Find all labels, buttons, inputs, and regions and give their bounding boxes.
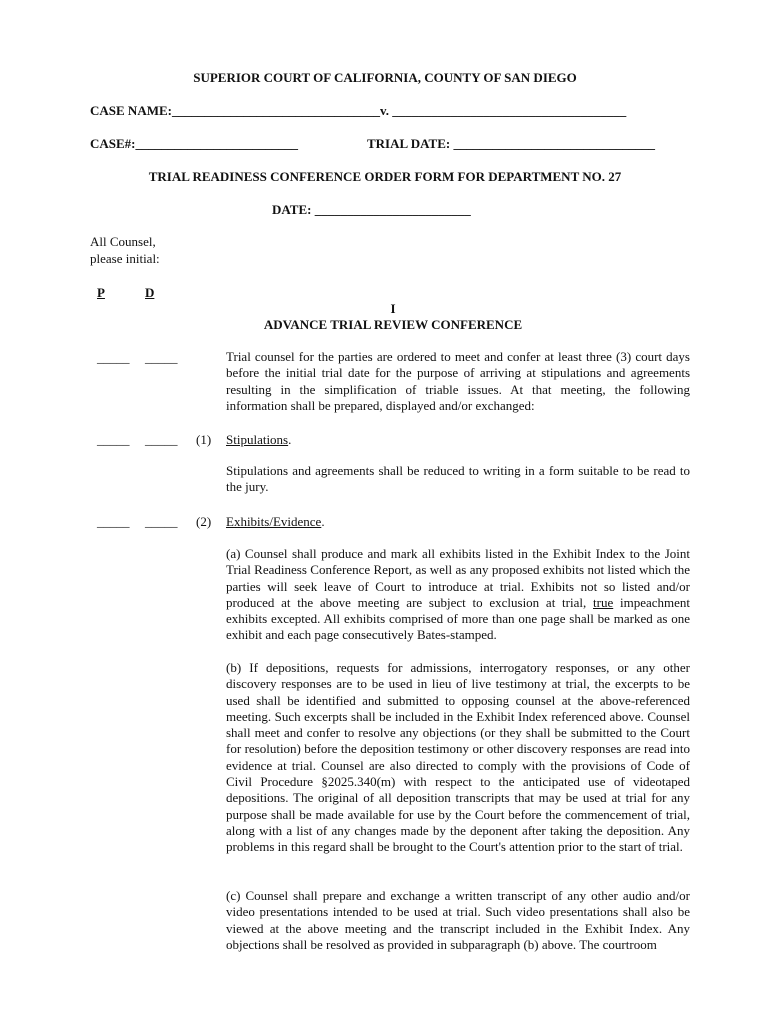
section-numeral: I <box>390 301 396 316</box>
exhibits-paragraph-a <box>226 546 690 644</box>
initial-blank-p[interactable]: _____ <box>97 514 130 529</box>
item-heading <box>226 432 291 448</box>
heading-period: . <box>321 514 325 529</box>
stipulations-heading: Stipulations <box>226 432 289 447</box>
date-line: DATE: ________________________ <box>272 202 471 217</box>
initial-blank-d[interactable]: _____ <box>145 514 178 529</box>
exhibits-heading: Exhibits/Evidence <box>226 514 322 529</box>
trial-date-line: TRIAL DATE: _______________________________ <box>367 136 655 151</box>
initial-instruction: please initial: <box>90 251 160 266</box>
paragraph-a-text: (a) Counsel shall produce and mark all exhibits listed in the Exhibit Index to the Joint Trial Readiness Conference Report, as well as any proposed exhibits not listed which the parties will seek leave of Court to introduce at trial. Exhibits not so listed and/or produced at the above meeting are subject to exclusion at trial, <box>226 546 690 610</box>
form-title: TRIAL READINESS CONFERENCE ORDER FORM FOR DEPARTMENT NO. 27 <box>148 169 622 184</box>
initial-blank-d[interactable]: _____ <box>145 432 178 447</box>
plaintiff-column-header: P <box>97 285 105 300</box>
initial-blank-p[interactable]: _____ <box>97 350 130 365</box>
court-heading: SUPERIOR COURT OF CALIFORNIA, COUNTY OF SAN DIEGO <box>193 70 577 85</box>
case-number-line: CASE#:_________________________ <box>90 136 299 151</box>
initial-blank-p[interactable]: _____ <box>97 432 130 447</box>
paragraph-a-emphasis: true <box>593 594 614 610</box>
heading-period: . <box>288 432 292 447</box>
stipulations-paragraph: Stipulations and agreements shall be reduced to writing in a form suitable to be read to the jury. <box>226 463 690 495</box>
initial-blank-d[interactable]: _____ <box>145 350 178 365</box>
section-title: ADVANCE TRIAL REVIEW CONFERENCE <box>263 317 523 332</box>
counsel-label: All Counsel, <box>90 234 156 249</box>
exhibits-paragraph-b: (b) If depositions, requests for admissions, interrogatory responses, or any other discovery responses are to be used in lieu of live testimony at trial, the excerpts to be used shall be identified and submitted to opposing counsel at the above-referenced meeting. Such excerpts shall be included in the Exhibit Index referenced above. Counsel shall meet and confer to resolve any objections (or they shall be submitted to the Court for resolution) before the deposition testimony or other discovery responses are read into evidence at trial. Counsel are also directed to comply with the provisions of Code of Civil Procedure §2025.340(m) with respect to the anticipated use of videotaped depositions. The original of all deposition transcripts that may be used at trial for any purpose shall be made available for use by the Court before the commencement of trial, along with a list of any changes made by the deponent after taking the deposition. Any problems in this regard shall be brought to the Court's attention prior to the start of trial. <box>226 660 690 855</box>
item-heading <box>226 514 325 530</box>
exhibits-paragraph-c: (c) Counsel shall prepare and exchange a written transcript of any other audio and/or video presentations intended to be used at trial. Such video presentations shall also be viewed at the above meeting and the transcript included in the Exhibit Index. Any objections shall be resolved as provided in subparagraph (b) above. The courtroom <box>226 888 690 952</box>
paragraph-a-text-end: impeachment exhibits excepted. All exhibits comprised of more than one page shall be marked as one exhibit and each page consecutively Bates-stamped. <box>226 594 690 643</box>
case-name-line: CASE NAME:________________________________v. ____________________________________ <box>90 103 627 118</box>
item-number: (1) <box>196 432 212 447</box>
defendant-column-header: D <box>145 285 155 300</box>
intro-paragraph: Trial counsel for the parties are ordered to meet and confer at least three (3) court days before the initial trial date for the purpose of arriving at stipulations and agreements resulting in the simplification of triable issues. At that meeting, the following information shall be prepared, displayed and/or exchanged: <box>226 349 690 413</box>
item-number: (2) <box>196 514 212 529</box>
